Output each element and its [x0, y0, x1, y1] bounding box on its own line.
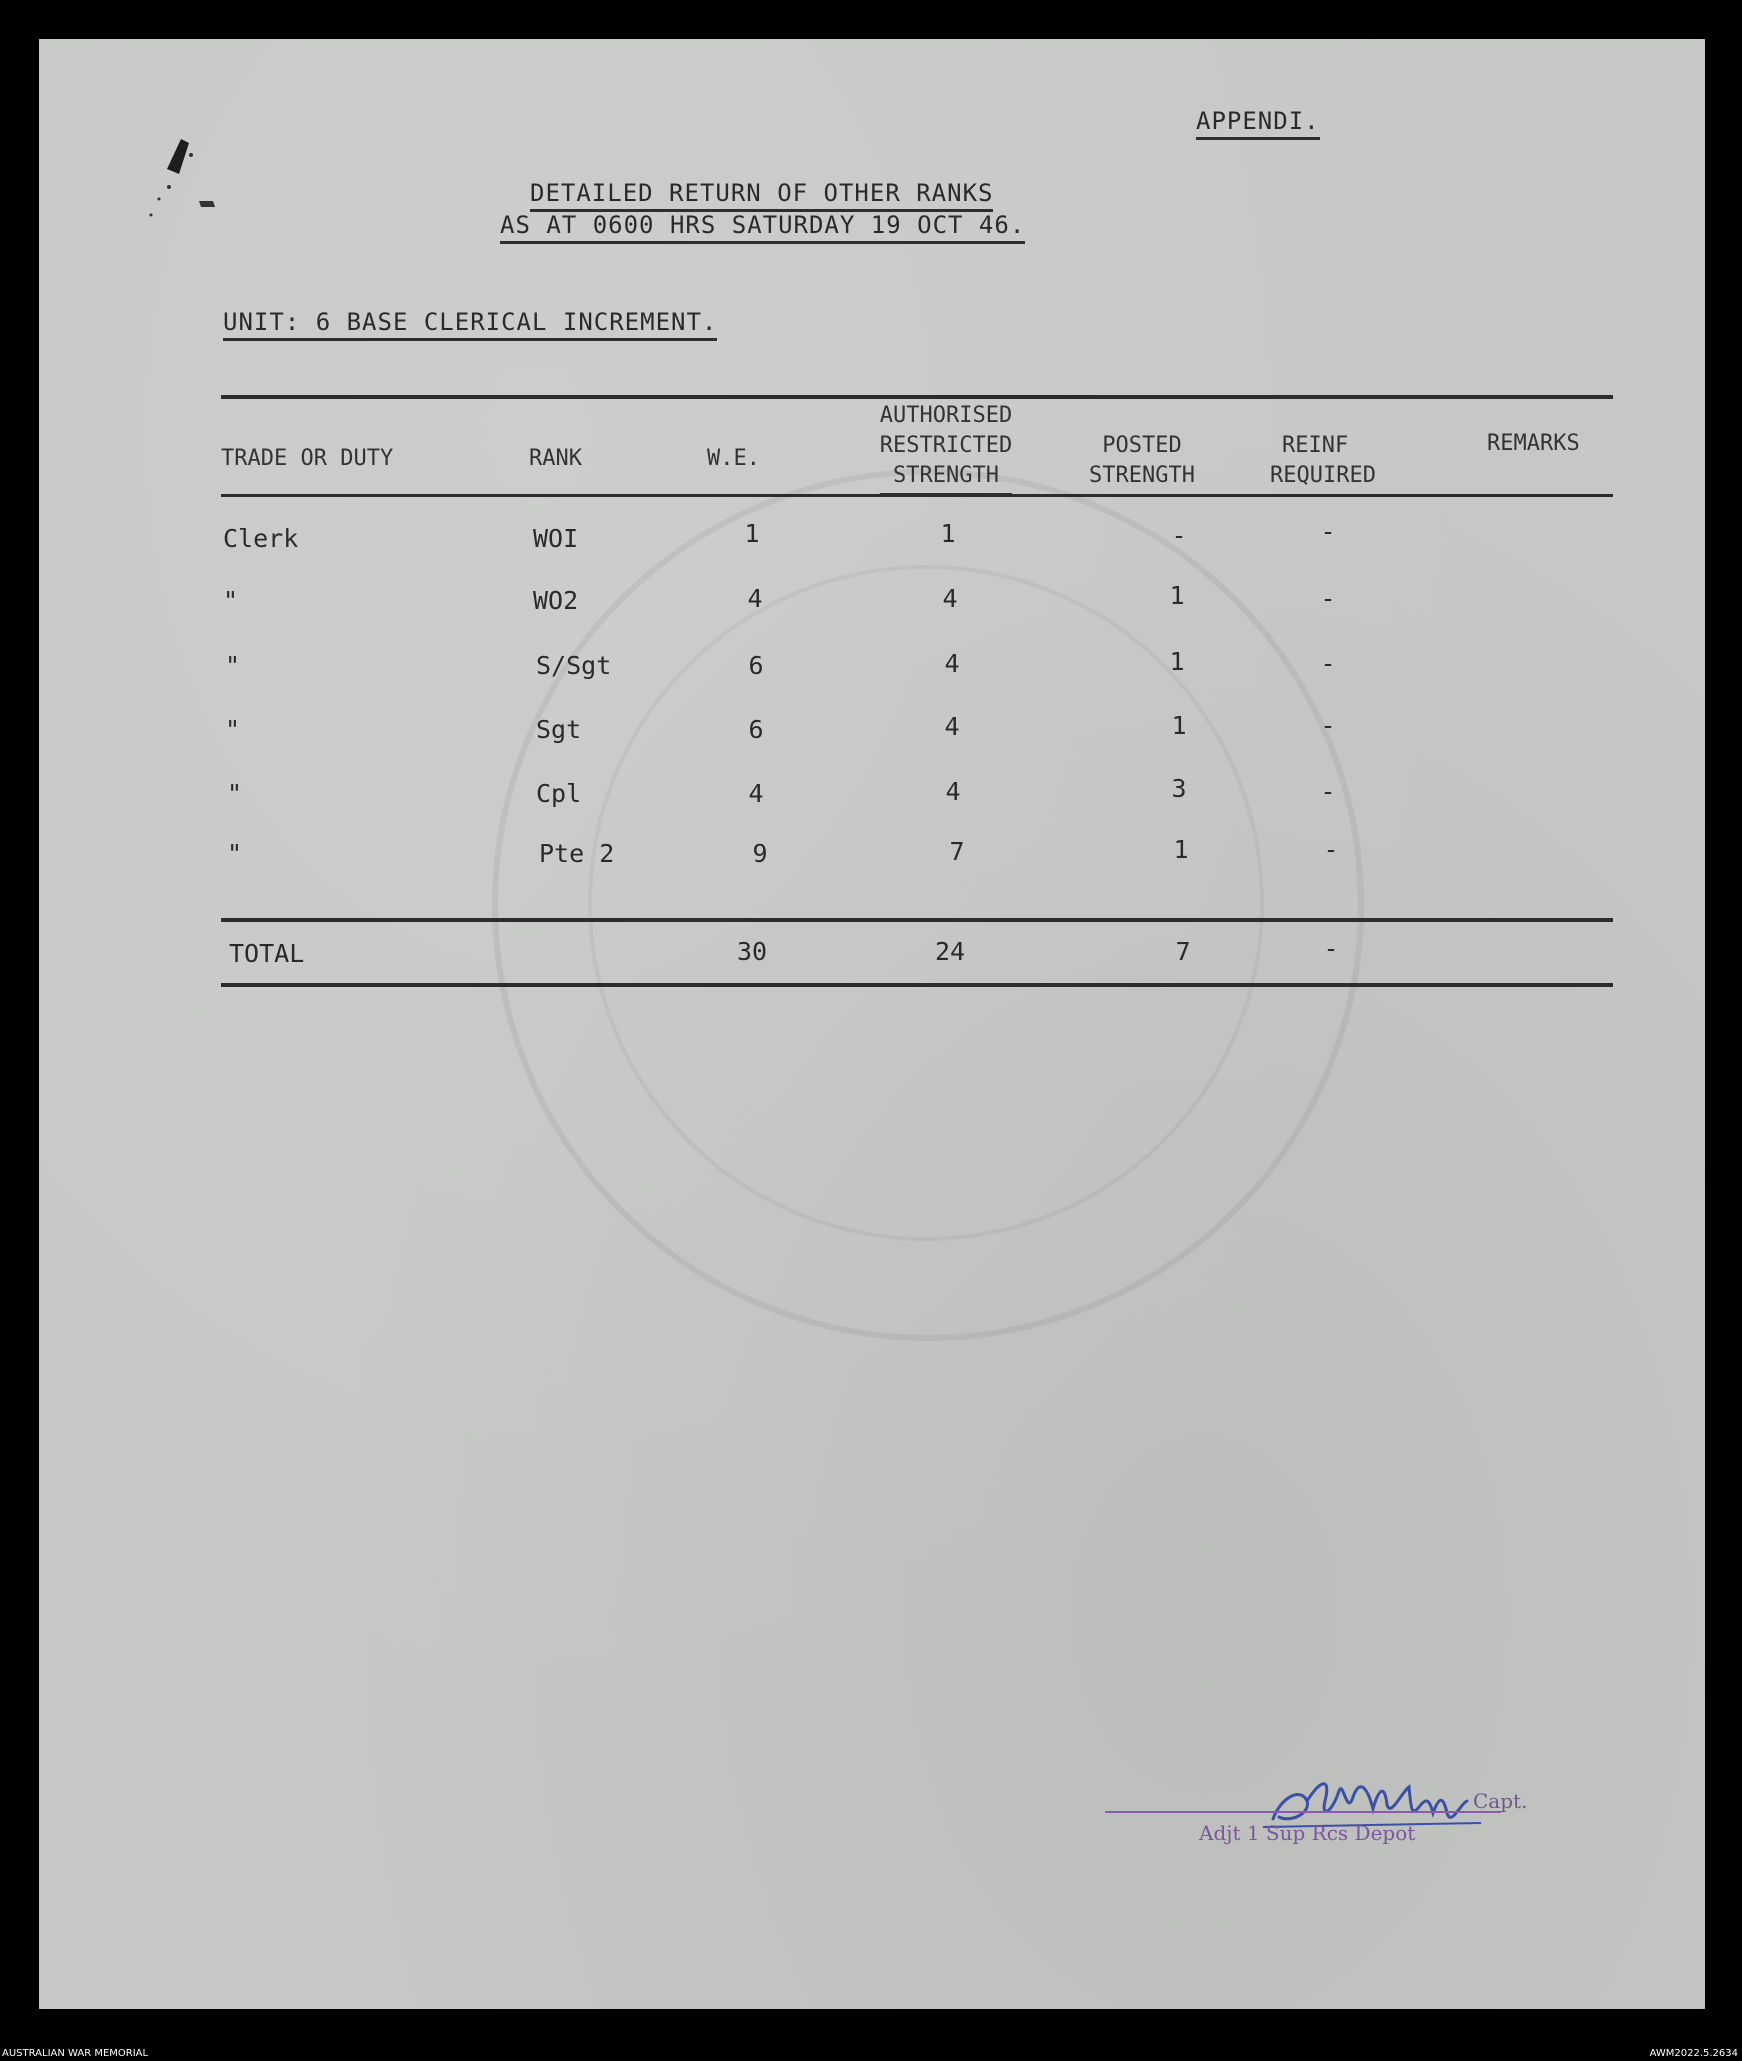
total-posted: 7: [1175, 937, 1191, 966]
row-authorised: 4: [942, 584, 958, 613]
row-posted: 3: [1171, 774, 1187, 803]
table-bottom-rule: [221, 983, 1613, 987]
row-reinf: -: [1320, 649, 1336, 678]
row-we: 4: [747, 584, 763, 613]
row-we: 4: [748, 779, 764, 808]
column-header-authorised-line2: RESTRICTED: [879, 433, 1013, 458]
column-header-trade: TRADE OR DUTY: [221, 446, 394, 471]
row-posted: 1: [1173, 835, 1189, 864]
appointment-stamp: Adjt 1 Sup Rcs Depot: [1199, 1821, 1416, 1845]
row-rank: Sgt: [536, 715, 582, 744]
row-posted: 1: [1171, 711, 1187, 740]
row-trade: ": [227, 839, 243, 868]
row-rank: S/Sgt: [536, 651, 612, 680]
row-trade: ": [225, 715, 241, 744]
column-header-reinf-line1: REINF: [1282, 433, 1349, 458]
column-header-rank: RANK: [529, 446, 582, 471]
row-trade: ": [225, 651, 241, 680]
column-header-we: W.E.: [707, 446, 760, 471]
signature-line: [1105, 1811, 1501, 1813]
row-we: 9: [752, 839, 768, 868]
document-title-line2: AS AT 0600 HRS SATURDAY 19 OCT 46.: [500, 211, 1025, 244]
row-posted: 1: [1169, 581, 1185, 610]
row-trade: ": [223, 586, 239, 615]
column-header-authorised-line1: AUTHORISED: [879, 403, 1013, 428]
row-rank: WOI: [533, 524, 579, 553]
row-posted: 1: [1169, 647, 1185, 676]
row-posted: -: [1171, 521, 1187, 550]
total-authorised: 24: [934, 937, 966, 966]
table-total-top-rule: [221, 918, 1613, 922]
row-authorised: 1: [940, 519, 956, 548]
column-header-authorised: [880, 401, 1012, 495]
total-label: TOTAL: [229, 939, 305, 968]
row-we: 1: [744, 519, 760, 548]
row-trade: Clerk: [223, 524, 299, 553]
table-top-rule: [221, 395, 1613, 399]
footer-accession-number: AWM2022.5.2634: [1649, 2048, 1738, 2059]
row-reinf: -: [1323, 835, 1339, 864]
document-page: [39, 39, 1705, 2009]
row-rank: Pte 2: [539, 839, 615, 868]
total-we: 30: [736, 937, 768, 966]
row-authorised: 4: [944, 649, 960, 678]
row-trade: ": [227, 779, 243, 808]
column-header-reinf: [1270, 431, 1376, 491]
appendix-label: APPENDI.: [1196, 107, 1320, 140]
column-header-posted-line2: STRENGTH: [1089, 463, 1195, 488]
row-reinf: -: [1320, 584, 1336, 613]
row-rank: Cpl: [536, 779, 582, 808]
total-reinf: -: [1323, 934, 1339, 963]
embossed-seal: [492, 469, 1364, 1341]
row-authorised: 4: [944, 712, 960, 741]
row-reinf: -: [1320, 517, 1336, 546]
column-header-posted: [1089, 431, 1195, 491]
row-authorised: 7: [949, 837, 965, 866]
column-header-posted-line1: POSTED: [1102, 433, 1182, 458]
column-header-authorised-line3: STRENGTH: [880, 461, 1012, 495]
embossed-seal-inner-ring: [588, 565, 1264, 1241]
row-reinf: -: [1320, 777, 1336, 806]
document-title-line1: DETAILED RETURN OF OTHER RANKS: [530, 179, 993, 212]
signatory-rank: Capt.: [1473, 1789, 1528, 1813]
row-we: 6: [748, 651, 764, 680]
row-we: 6: [748, 715, 764, 744]
unit-line: UNIT: 6 BASE CLERICAL INCREMENT.: [223, 308, 717, 341]
column-header-remarks: REMARKS: [1487, 431, 1580, 456]
footer-source-label: AUSTRALIAN WAR MEMORIAL: [2, 2048, 149, 2059]
row-reinf: -: [1320, 711, 1336, 740]
ink-blot-mark: [129, 119, 229, 219]
row-authorised: 4: [945, 777, 961, 806]
row-rank: WO2: [533, 586, 579, 615]
column-header-reinf-line2: REQUIRED: [1270, 463, 1376, 488]
